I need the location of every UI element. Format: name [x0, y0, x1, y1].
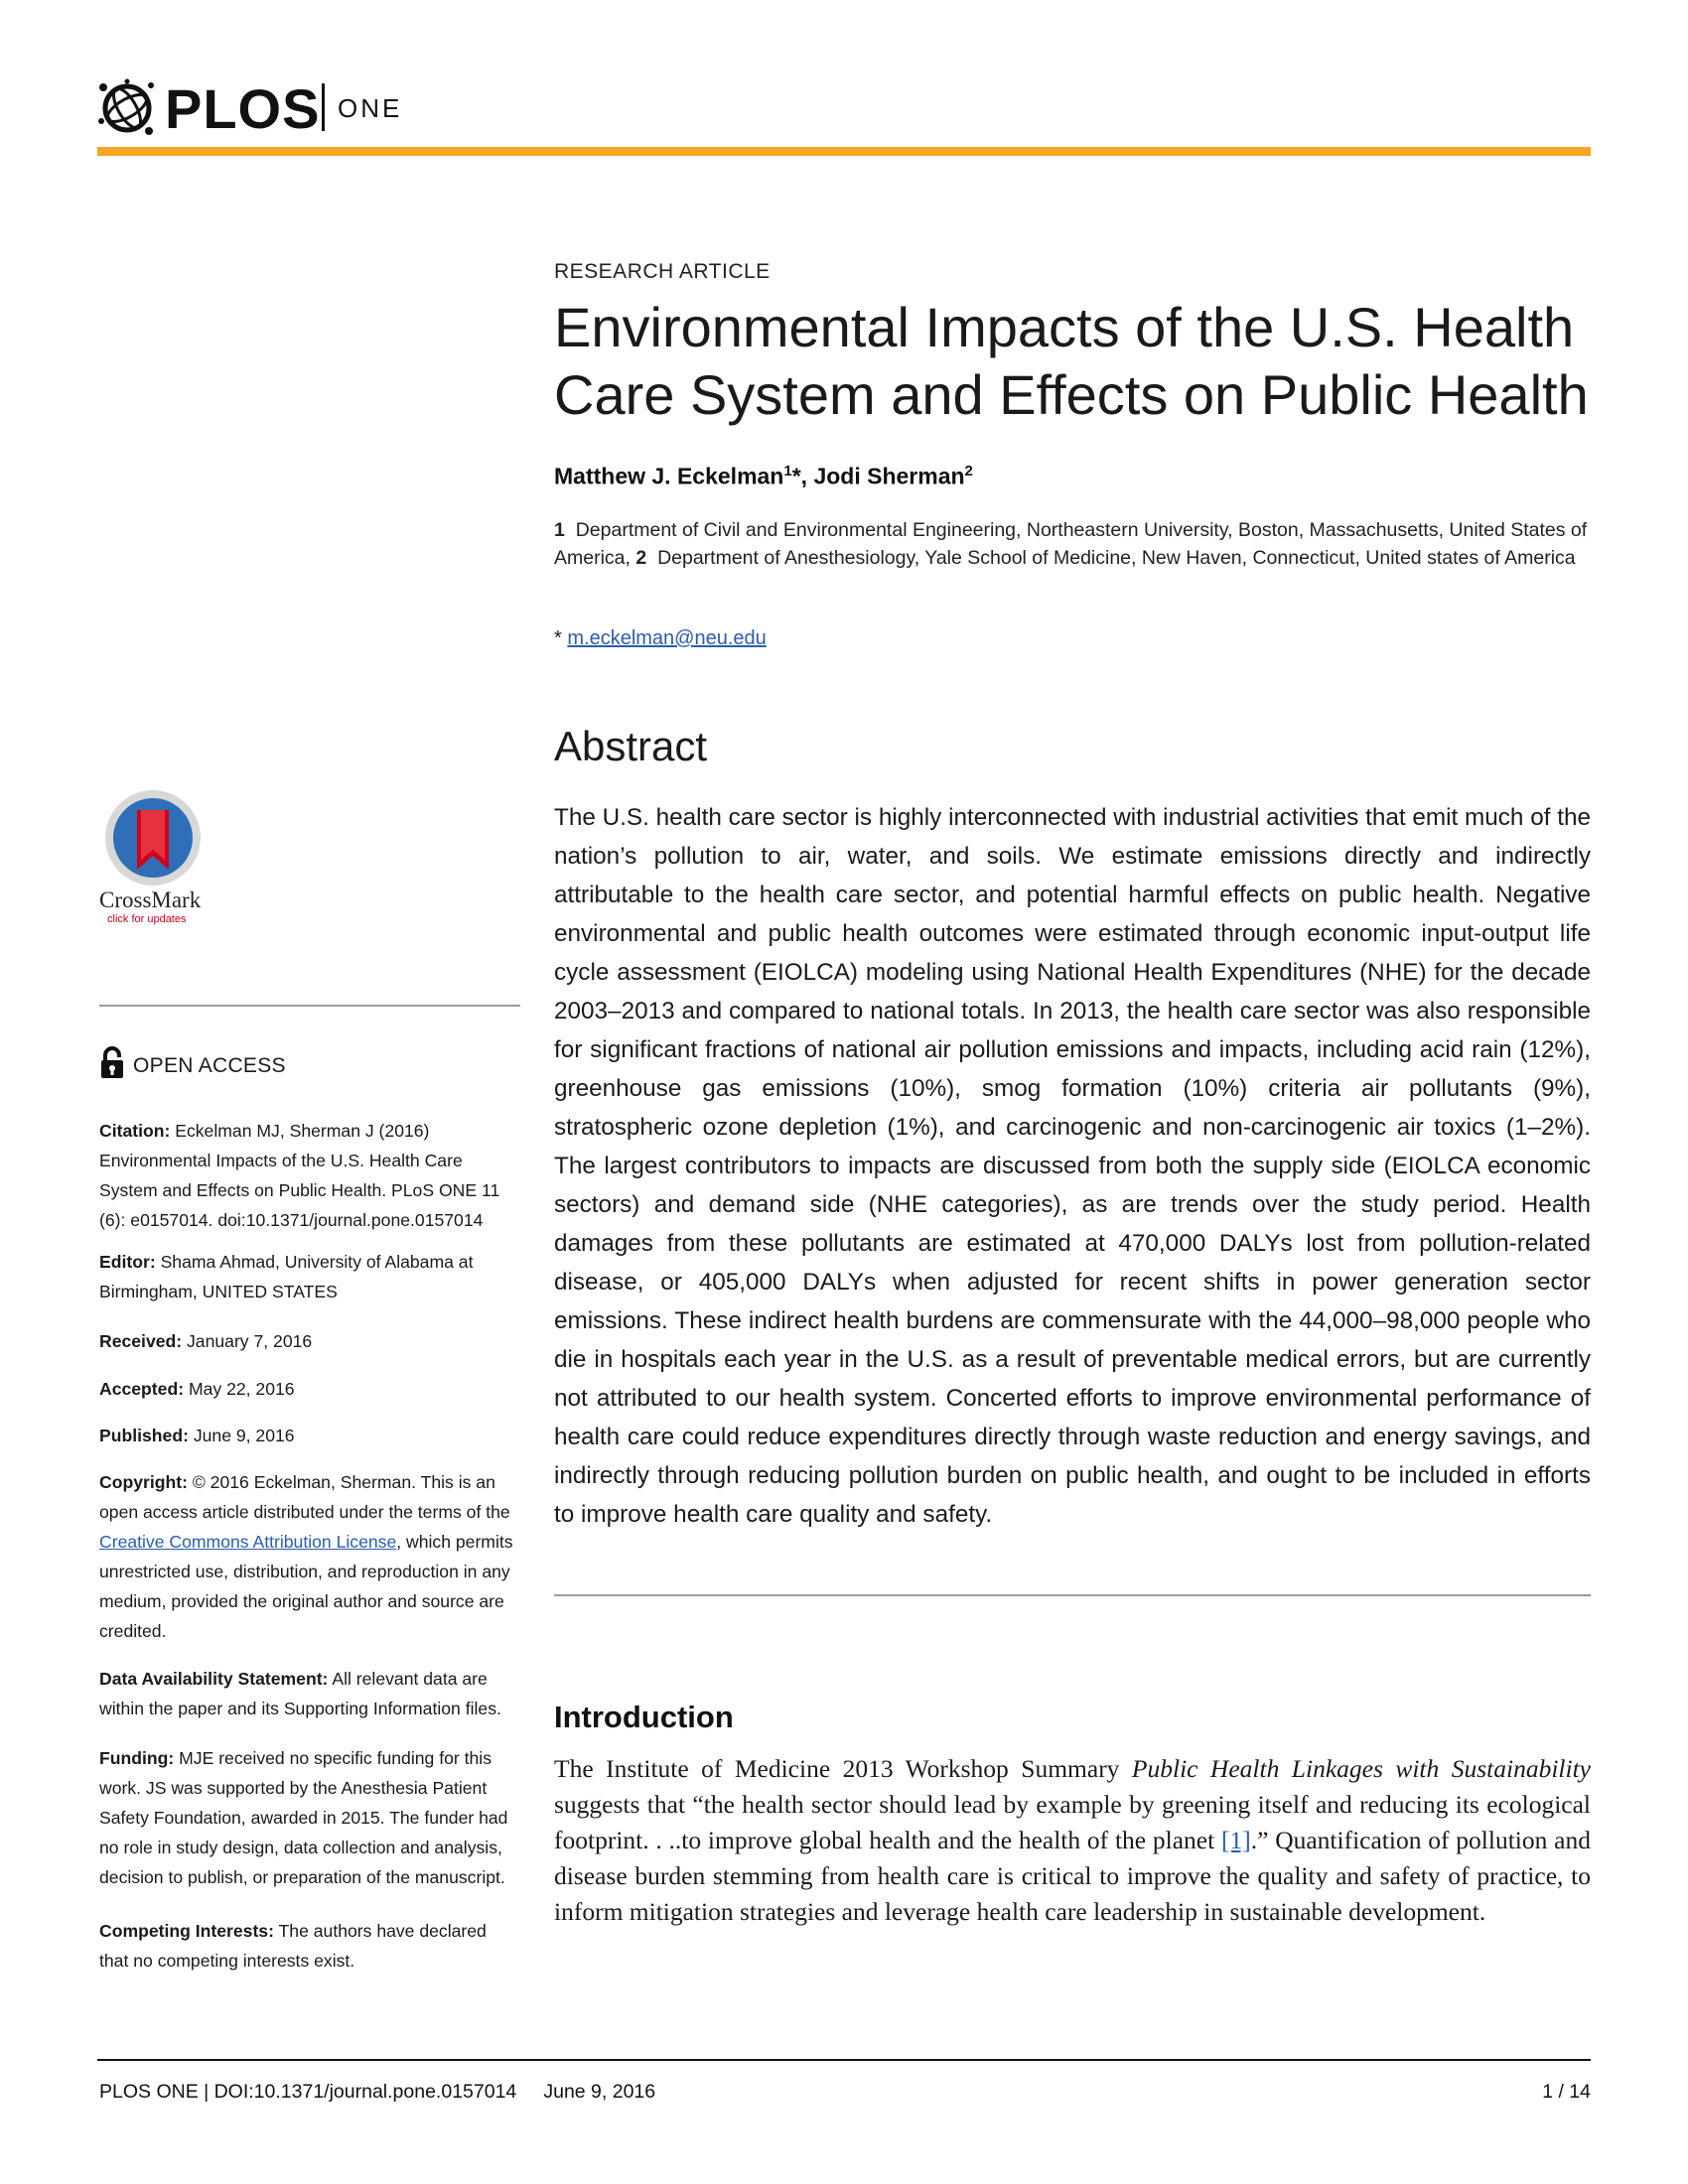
affiliation-text: Department of Anesthesiology, Yale School of Medicine, New Haven, Connecticut, United states of America	[657, 547, 1576, 569]
meta-value: MJE received no specific funding for this work. JS was supported by the Anesthesia Patient Safety Foundation, awarded in 2015. The funder had no role in study design, data collection and analysis, decision to publish, or preparation of the manuscript.	[99, 1748, 508, 1887]
article-type: RESEARCH ARTICLE	[554, 260, 771, 283]
meta-label: Funding:	[99, 1748, 175, 1768]
crossmark-badge[interactable]	[99, 790, 211, 929]
meta-label: Copyright:	[99, 1472, 188, 1492]
title-line-2: Care System and Effects on Public Health	[554, 363, 1589, 426]
corresponding-email	[554, 627, 1591, 650]
intro-text-run: suggests that “the health sector should lead by example by greening itself and reducing its ecological footprint. . ..to improve global health and the health of the planet	[554, 1790, 1591, 1854]
meta-label: Accepted:	[99, 1379, 185, 1399]
corresponding-marker: *	[554, 627, 562, 649]
meta-value: January 7, 2016	[182, 1331, 313, 1351]
author-name[interactable]: Matthew J. Eckelman	[554, 463, 784, 489]
footer-citation: PLOS ONE | DOI:10.1371/journal.pone.0157014 June 9, 2016	[99, 2081, 656, 2103]
meta-value: Shama Ahmad, University of Alabama at Birmingham, UNITED STATES	[99, 1252, 474, 1301]
meta-label: Data Availability Statement:	[99, 1669, 329, 1689]
copyright-block	[99, 1467, 520, 1646]
affiliation-number: 1	[554, 519, 565, 541]
sidebar-divider	[99, 1005, 520, 1007]
meta-value: , which permits unrestricted use, distribution, and reproduction in any medium, provided the original author and source are credited.	[99, 1532, 513, 1641]
meta-value: May 22, 2016	[184, 1379, 295, 1399]
abstract-divider	[554, 1594, 1591, 1596]
page-number: 1 / 14	[1542, 2081, 1591, 2103]
meta-label: Published:	[99, 1426, 189, 1445]
plos-globe-icon	[95, 77, 159, 139]
title-line-1: Environmental Impacts of the U.S. Health	[554, 296, 1575, 358]
meta-value: © 2016 Eckelman, Sherman. This is an open access article distributed under the terms of the	[99, 1472, 510, 1522]
meta-value: June 9, 2016	[188, 1426, 295, 1445]
reference-link[interactable]: [1]	[1220, 1826, 1251, 1854]
footer-rule	[97, 2059, 1591, 2061]
affiliation-number: 2	[635, 547, 647, 569]
open-lock-icon	[99, 1046, 125, 1080]
meta-label: Competing Interests:	[99, 1921, 274, 1941]
received-block	[99, 1326, 520, 1356]
meta-label: Citation:	[99, 1121, 171, 1141]
intro-italic-title: Public Health Linkages with Sustainability	[1131, 1754, 1591, 1783]
plos-one-logo[interactable]	[95, 77, 413, 140]
logo-wordmark: PLOS	[165, 77, 321, 140]
affiliation-marker: 1	[783, 463, 792, 479]
intro-text-run: .” Quantification of pollution and disease burden stemming from health care is critical to improve the quality and safety of practice, to inform mitigation strategies and leverage health care leadership in sustainable development.	[554, 1826, 1591, 1926]
competing-interests-block	[99, 1916, 520, 1976]
open-access-label: OPEN ACCESS	[133, 1054, 286, 1077]
meta-label: Received:	[99, 1331, 183, 1351]
crossmark-ribbon-icon	[133, 810, 173, 870]
crossmark-sublabel: click for updates	[107, 913, 187, 925]
email-link[interactable]: m.eckelman@neu.edu	[567, 627, 767, 649]
crossmark-label: CrossMark	[99, 887, 202, 912]
meta-value: Eckelman MJ, Sherman J (2016) Environmental Impacts of the U.S. Health Care System and Effects on Public Health. PLoS ONE 11 (6): e0157014. doi:10.1371/journal.pone.0157014	[99, 1121, 500, 1230]
accepted-block	[99, 1374, 520, 1404]
published-block	[99, 1421, 520, 1450]
logo-divider	[322, 83, 325, 131]
funding-block	[99, 1743, 520, 1892]
affiliations	[554, 516, 1591, 572]
citation-block	[99, 1116, 520, 1235]
header-accent-rule	[97, 147, 1591, 156]
article-title	[554, 294, 1591, 429]
open-access-badge	[99, 1046, 520, 1082]
intro-text-run: The Institute of Medicine 2013 Workshop Summary	[554, 1754, 1132, 1783]
meta-label: Editor:	[99, 1252, 156, 1272]
data-availability-block	[99, 1664, 520, 1723]
abstract-body: The U.S. health care sector is highly interconnected with industrial activities that emit much of the nation’s pollution to air, water, and soils. We estimate emissions directly and indirectly attributable to the health care sector, and potential harmful effects on public health. Negative environmental and public health outcomes were estimated through economic input-output life cycle assessment (EIOLCA) modeling using National Health Expenditures (NHE) for the decade 2003–2013 and compared to national totals. In 2013, the health care sector was also responsible for significant fractions of national air pollution emissions and impacts, including acid rain (12%), greenhouse gas emissions (10%), smog formation (10%) criteria air pollutants (9%), stratospheric ozone depletion (1%), and carcinogenic and non-carcinogenic air toxics (1–2%). The largest contributors to impacts are discussed from both the supply side (EIOLCA economic sectors) and demand side (NHE categories), as are trends over the study period. Health damages from these pollutants are estimated at 470,000 DALYs lost from pollution-related disease, or 405,000 DALYs when adjusted for recent shifts in power generation sector emissions. These indirect health burdens are commensurate with the 44,000–98,000 people who die in hospitals each year in the U.S. as a result of preventable medical errors, but are currently not attributed to our health system. Concerted efforts to improve environmental performance of health care could reduce expenditures directly through waste reduction and energy savings, and indirectly through reducing pollution burden on public health, and ought to be included in efforts to improve health care quality and safety.	[554, 804, 1591, 1528]
abstract-heading: Abstract	[554, 723, 708, 769]
introduction-body	[554, 1751, 1591, 1930]
affiliation-text: Department of Civil and Environmental Engineering, Northeastern University, Boston, Massachusetts, United States of America,	[554, 519, 1588, 569]
author-name[interactable]: Jodi Sherman	[813, 463, 965, 489]
meta-value: The authors have declared that no competing interests exist.	[99, 1921, 487, 1971]
author-list	[554, 463, 1591, 490]
editor-block	[99, 1247, 520, 1306]
logo-journal-name: ONE	[338, 93, 403, 123]
meta-value: All relevant data are within the paper and its Supporting Information files.	[99, 1669, 501, 1718]
license-link[interactable]: Creative Commons Attribution License	[99, 1532, 397, 1552]
introduction-heading: Introduction	[554, 1700, 734, 1734]
affiliation-marker: 2	[964, 463, 973, 479]
corresponding-marker: *,	[791, 463, 814, 489]
